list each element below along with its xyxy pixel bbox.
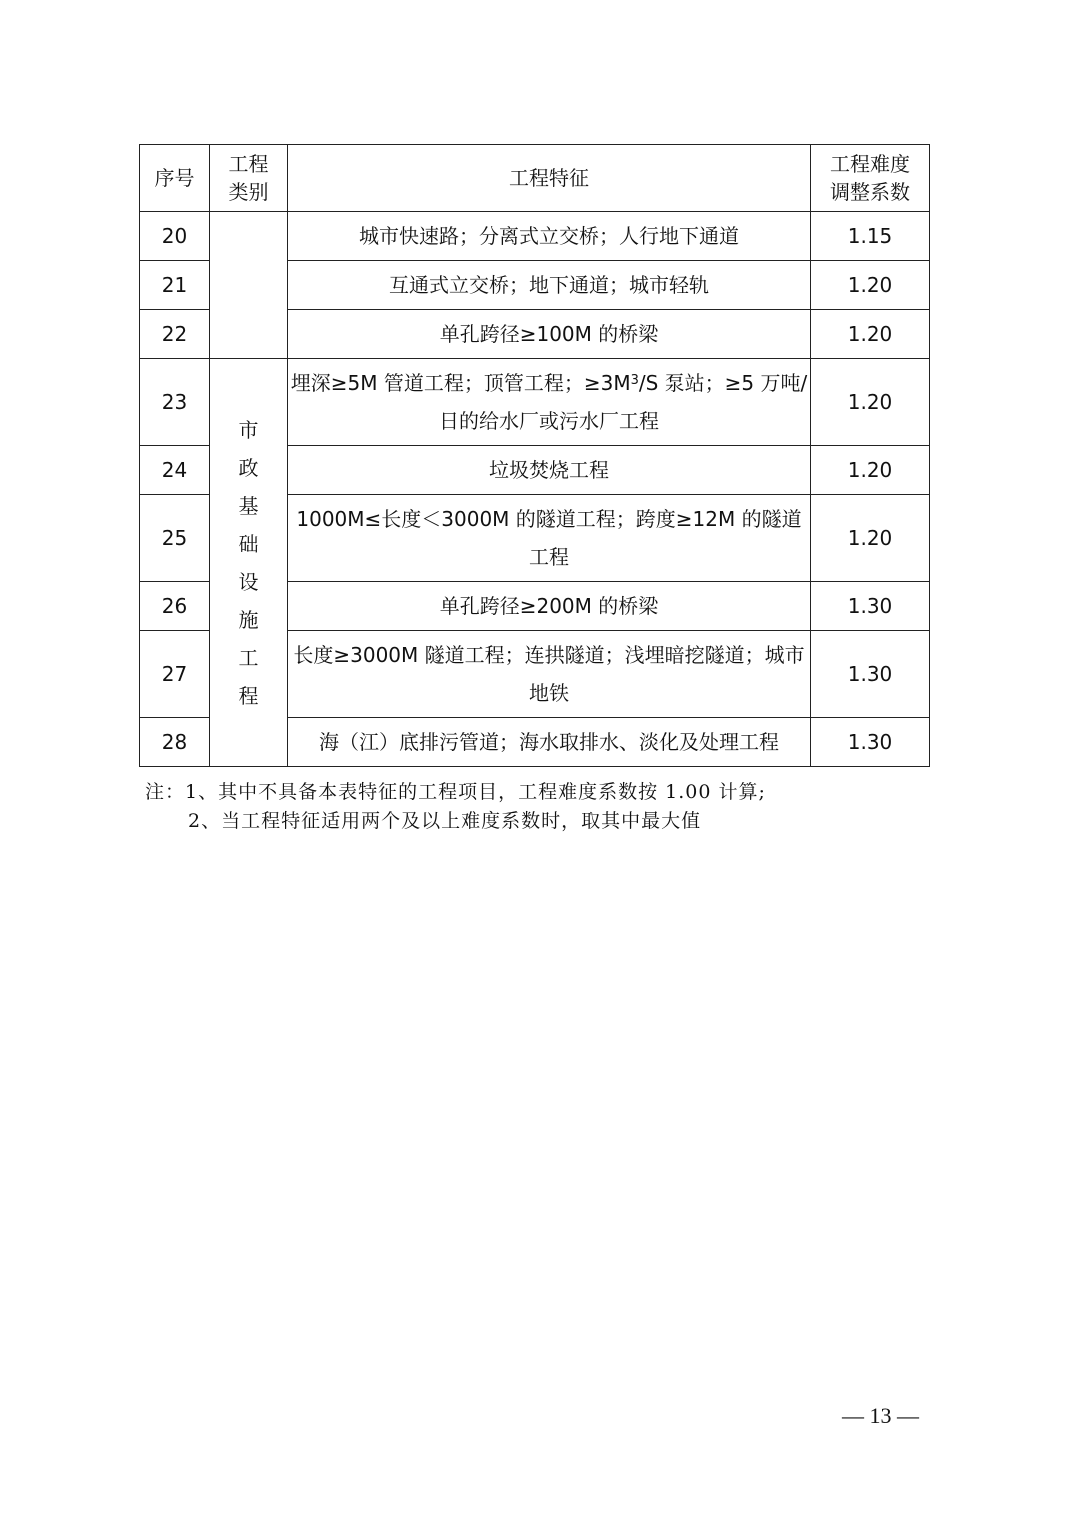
row-feature: 互通式立交桥；地下通道；城市轻轨 xyxy=(288,261,811,310)
row-feature: 埋深≥5M 管道工程；顶管工程；$\ge 3M^3/S$ 泵站；≥5 万吨/日的给水厂或污水厂工程 xyxy=(288,359,811,446)
row-coefficient: 1.20 xyxy=(811,495,930,582)
row-feature: 城市快速路；分离式立交桥；人行地下通道 xyxy=(288,212,811,261)
header-feature: 工程特征 xyxy=(288,145,811,212)
row-coefficient: 1.20 xyxy=(811,446,930,495)
table-notes xyxy=(145,778,945,836)
note-1: 注：1、其中不具备本表特征的工程项目，工程难度系数按 1.00 计算; xyxy=(145,781,766,803)
header-category: 工程 类别 xyxy=(210,145,288,212)
row-index: 27 xyxy=(140,631,210,718)
table-row xyxy=(140,359,930,446)
row-index: 22 xyxy=(140,310,210,359)
row-coefficient: 1.30 xyxy=(811,718,930,767)
table-row xyxy=(140,212,930,261)
row-coefficient: 1.20 xyxy=(811,261,930,310)
row-coefficient: 1.30 xyxy=(811,582,930,631)
row-coefficient: 1.20 xyxy=(811,359,930,446)
row-index: 26 xyxy=(140,582,210,631)
row-feature: 海（江）底排污管道；海水取排水、淡化及处理工程 xyxy=(288,718,811,767)
category-cell-empty xyxy=(210,212,288,359)
row-coefficient: 1.15 xyxy=(811,212,930,261)
category-municipal-infrastructure: 市 政 基 础 设 施 工 程 xyxy=(210,359,288,767)
row-coefficient: 1.30 xyxy=(811,631,930,718)
row-index: 24 xyxy=(140,446,210,495)
header-coefficient: 工程难度 调整系数 xyxy=(811,145,930,212)
row-feature: 单孔跨径≥100M 的桥梁 xyxy=(288,310,811,359)
header-index: 序号 xyxy=(140,145,210,212)
row-index: 23 xyxy=(140,359,210,446)
row-index: 20 xyxy=(140,212,210,261)
row-coefficient: 1.20 xyxy=(811,310,930,359)
row-feature: 垃圾焚烧工程 xyxy=(288,446,811,495)
note-2: 2、当工程特征适用两个及以上难度系数时，取其中最大值 xyxy=(188,810,702,832)
row-feature: 长度≥3000M 隧道工程；连拱隧道；浅埋暗挖隧道；城市地铁 xyxy=(288,631,811,718)
page-number: — 13 — xyxy=(842,1403,919,1428)
table-header-row xyxy=(140,145,930,212)
row-index: 28 xyxy=(140,718,210,767)
row-index: 21 xyxy=(140,261,210,310)
row-feature: 1000M≤长度＜3000M 的隧道工程；跨度≥12M 的隧道工程 xyxy=(288,495,811,582)
row-feature: 单孔跨径≥200M 的桥梁 xyxy=(288,582,811,631)
coefficient-table xyxy=(139,144,930,767)
row-index: 25 xyxy=(140,495,210,582)
